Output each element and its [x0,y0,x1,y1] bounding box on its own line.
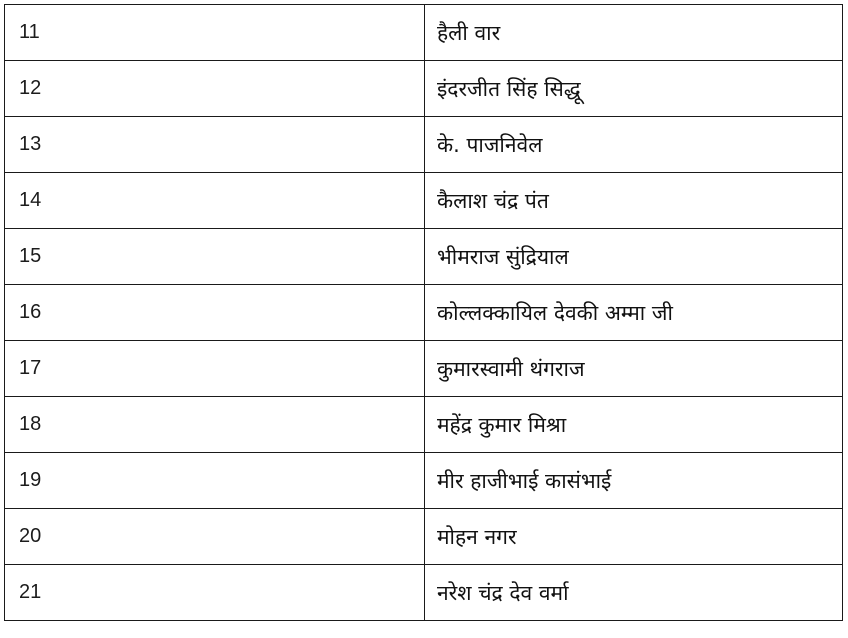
awardee-table [4,4,843,621]
table-row [5,341,843,397]
row-name: मीर हाजीभाई कासंभाई [425,453,843,509]
row-name: कैलाश चंद्र पंत [425,173,843,229]
table-row [5,117,843,173]
table-row [5,397,843,453]
table-row [5,5,843,61]
table-row [5,565,843,621]
row-number: 14 [5,173,425,229]
row-name: मोहन नगर [425,509,843,565]
row-name: नरेश चंद्र देव वर्मा [425,565,843,621]
row-number: 11 [5,5,425,61]
row-number: 20 [5,509,425,565]
row-number: 16 [5,285,425,341]
table-row [5,61,843,117]
table-row [5,509,843,565]
row-name: भीमराज सुंद्रियाल [425,229,843,285]
row-name: कोल्लक्कायिल देवकी अम्मा जी [425,285,843,341]
row-number: 13 [5,117,425,173]
row-name: के. पाजनिवेल [425,117,843,173]
table-row [5,453,843,509]
table-row [5,173,843,229]
table-row [5,229,843,285]
row-number: 21 [5,565,425,621]
row-name: महेंद्र कुमार मिश्रा [425,397,843,453]
row-name: हैली वार [425,5,843,61]
row-number: 12 [5,61,425,117]
row-number: 15 [5,229,425,285]
table-body [5,5,843,621]
row-name: इंदरजीत सिंह सिद्धू [425,61,843,117]
row-number: 19 [5,453,425,509]
row-number: 17 [5,341,425,397]
row-name: कुमारस्वामी थंगराज [425,341,843,397]
row-number: 18 [5,397,425,453]
table-row [5,285,843,341]
